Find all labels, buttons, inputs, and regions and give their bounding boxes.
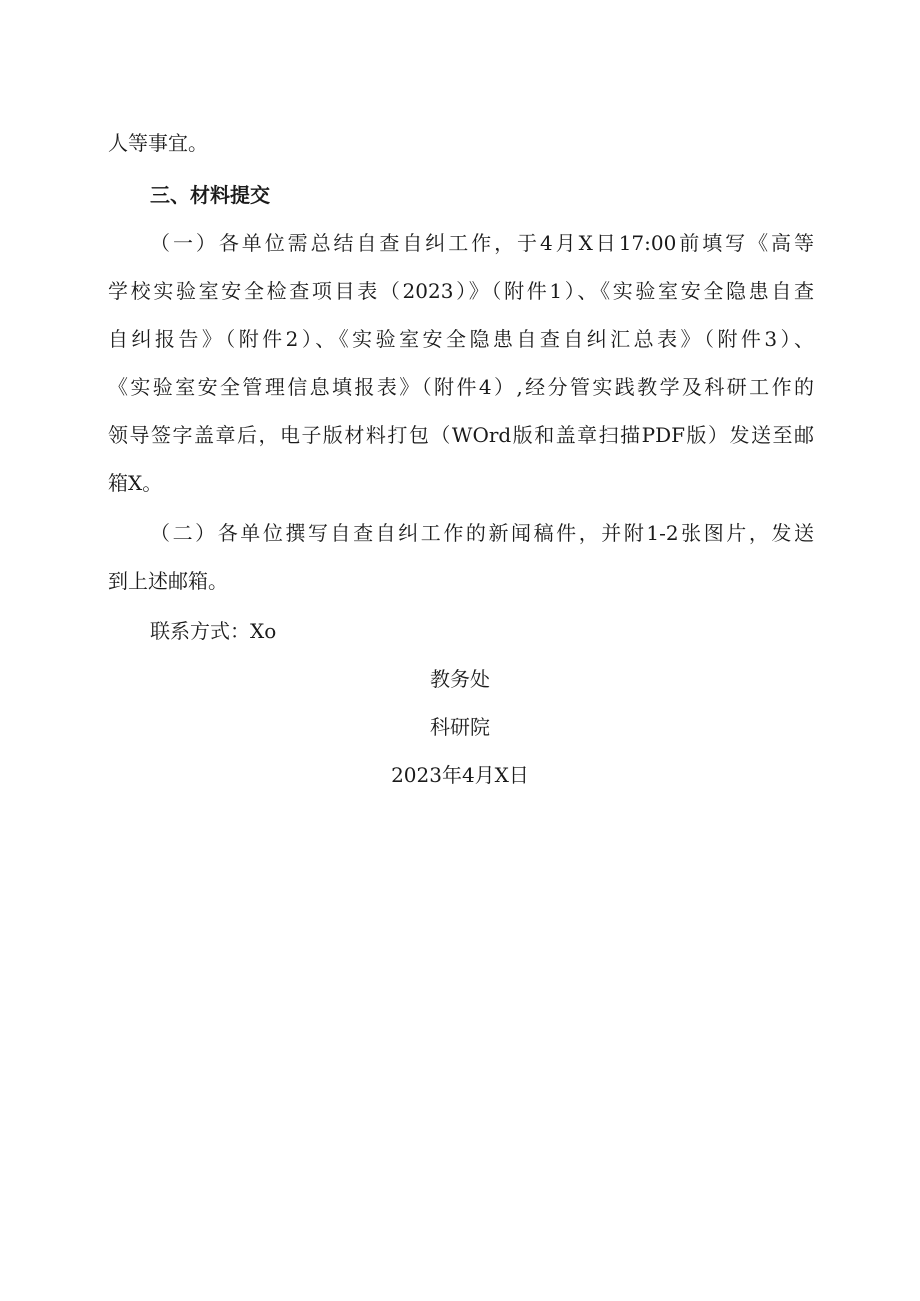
paragraph-2-line-1: （二）各单位撰写自查自纠工作的新闻稿件，并附1-2张图片，发送 xyxy=(150,521,814,545)
paragraph-1-line-6: 箱X。 xyxy=(108,471,163,495)
paragraph-1-line-4: 《实验室安全管理信息填报表》（附件4）,经分管实践教学及科研工作的 xyxy=(108,375,814,399)
section-heading: 三、材料提交 xyxy=(150,183,270,207)
contact-line: 联系方式：Xo xyxy=(150,619,277,643)
continued-text: 人等事宜。 xyxy=(108,131,208,155)
signature-org-2: 科研院 xyxy=(430,715,490,739)
signature-org-1: 教务处 xyxy=(430,667,490,691)
paragraph-1-line-3: 自纠报告》（附件2）、《实验室安全隐患自查自纠汇总表》（附件3）、 xyxy=(108,327,814,351)
paragraph-1-line-5: 领导签字盖章后，电子版材料打包（WOrd版和盖章扫描PDF版）发送至邮 xyxy=(108,423,814,447)
paragraph-1-line-2: 学校实验室安全检查项目表（2023）》（附件1）、《实验室安全隐患自查 xyxy=(108,279,814,303)
signature-date: 2023年4月X日 xyxy=(391,763,529,787)
paragraph-1-line-1: （一）各单位需总结自查自纠工作，于4月X日17:00前填写《高等 xyxy=(150,231,814,255)
paragraph-2-line-2: 到上述邮箱。 xyxy=(108,569,228,593)
